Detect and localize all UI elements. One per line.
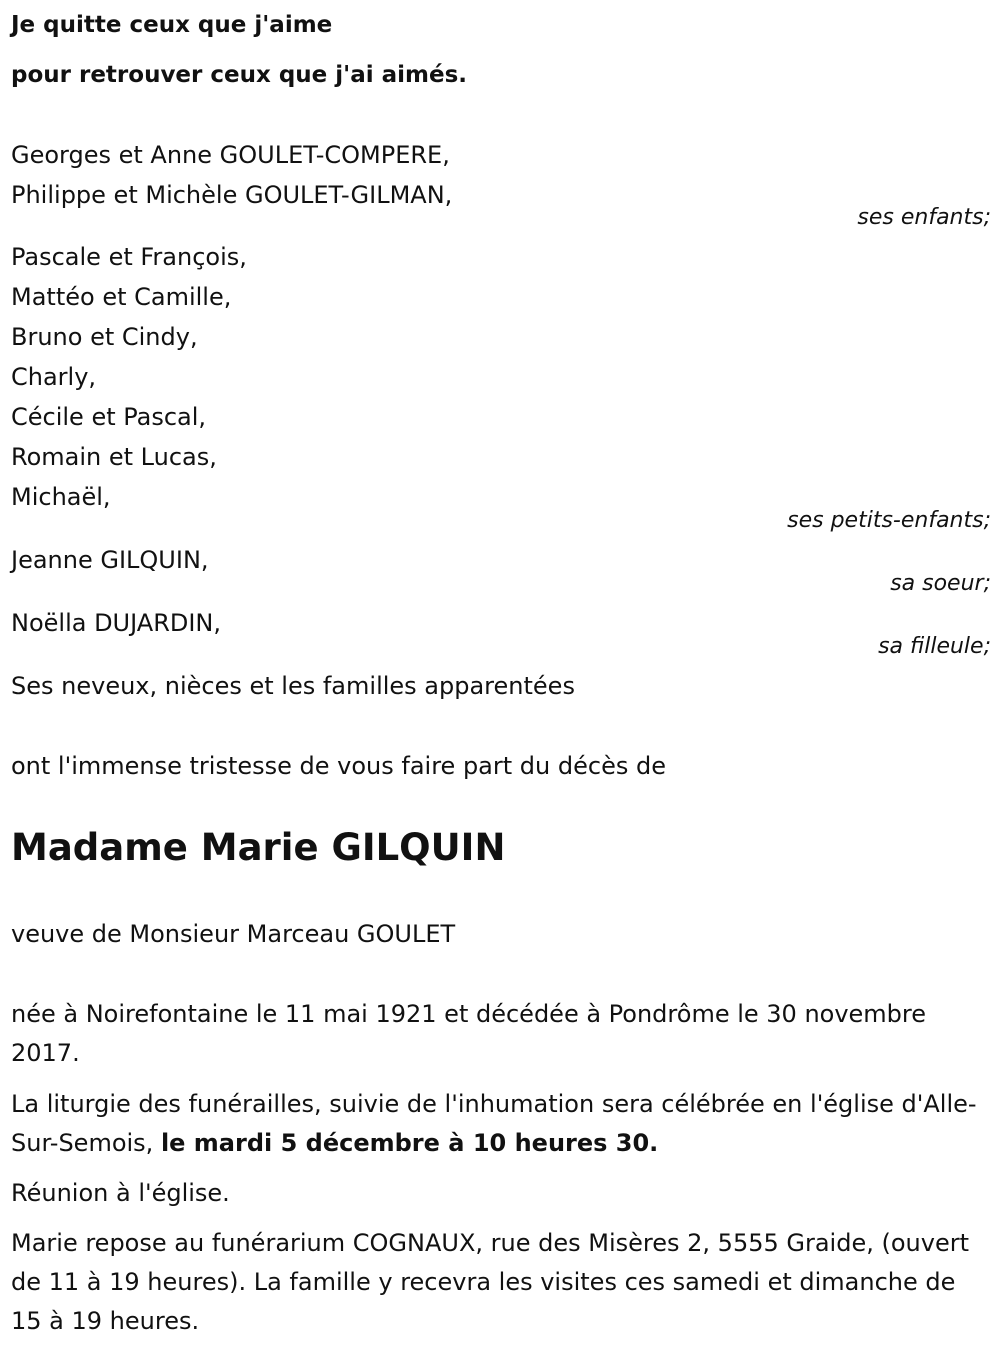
goddaughter-role: sa filleule; <box>878 634 991 659</box>
funeral-text: La liturgie des funérailles, suivie de l'inhumation sera célébrée en l'église d'Alle-Sur-Semois, <box>11 1090 977 1157</box>
grandchild-name-5: Cécile et Pascal, <box>11 403 207 431</box>
deceased-name: Madame Marie GILQUIN <box>11 826 506 869</box>
children-role: ses enfants; <box>857 205 991 230</box>
meeting-paragraph: Réunion à l'église. <box>11 1179 230 1207</box>
grandchild-name-7: Michaël, <box>11 483 111 511</box>
funerarium-paragraph: Marie repose au funérarium COGNAUX, rue des Misères 2, 5555 Graide, (ouvert de 11 à 19 heures). La famille y recevra les visites ces samedi et dimanche de 15 à 19 heures. <box>11 1229 969 1335</box>
sister-name: Jeanne GILQUIN, <box>11 546 209 574</box>
birth-death-paragraph: née à Noirefontaine le 11 mai 1921 et décédée à Pondrôme le 30 novembre 2017. <box>11 1000 927 1067</box>
children-name-2: Philippe et Michèle GOULET-GILMAN, <box>11 181 453 209</box>
sister-role: sa soeur; <box>890 571 991 596</box>
grandchild-name-3: Bruno et Cindy, <box>11 323 198 351</box>
relatives-line: Ses neveux, nièces et les familles apparentées <box>11 672 575 700</box>
funeral-date-time: le mardi 5 décembre à 10 heures 30. <box>160 1129 659 1157</box>
grandchild-name-6: Romain et Lucas, <box>11 443 217 471</box>
announcement-line: ont l'immense tristesse de vous faire part du décès de <box>11 752 666 780</box>
goddaughter-name: Noëlla DUJARDIN, <box>11 609 222 637</box>
funeral-paragraph <box>11 1085 986 1163</box>
grandchild-name-4: Charly, <box>11 363 97 391</box>
grandchildren-role: ses petits-enfants; <box>787 508 991 533</box>
grandchild-name-1: Pascale et François, <box>11 243 247 271</box>
widow-of-line: veuve de Monsieur Marceau GOULET <box>11 920 456 948</box>
epitaph-line-2: pour retrouver ceux que j'ai aimés. <box>11 62 468 88</box>
grandchild-name-2: Mattéo et Camille, <box>11 283 232 311</box>
children-name-1: Georges et Anne GOULET-COMPERE, <box>11 141 450 169</box>
epitaph-line-1: Je quitte ceux que j'aime <box>11 12 333 38</box>
